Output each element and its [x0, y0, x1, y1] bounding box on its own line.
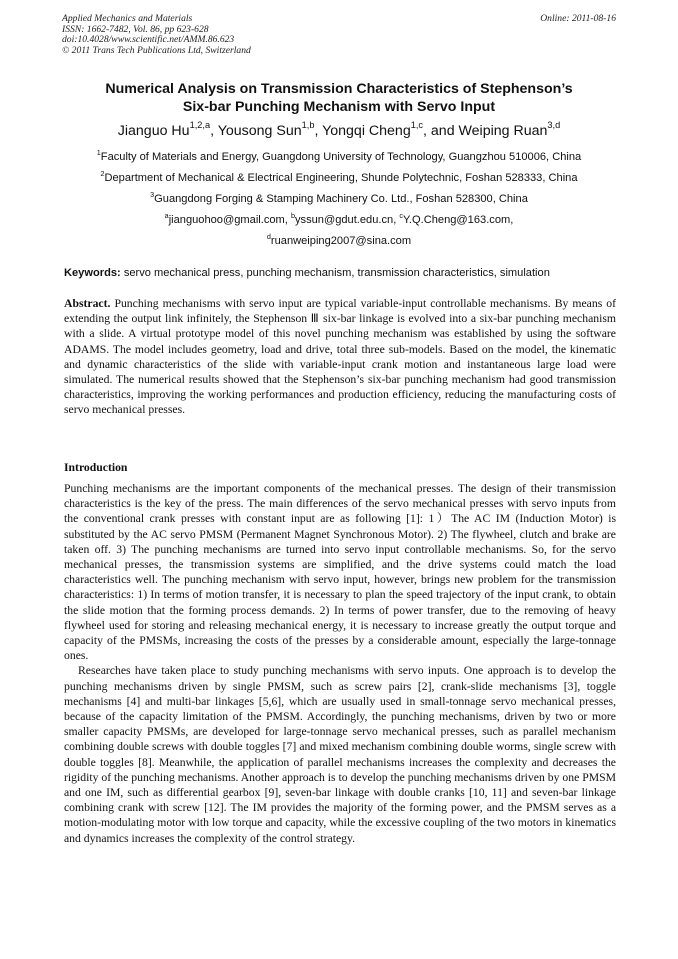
author-name: Yongqi Cheng [322, 123, 411, 139]
email-address[interactable]: ruanweiping2007@sina.com [270, 235, 412, 247]
affiliation-2 [40, 168, 638, 185]
title-line-2: Six-bar Punching Mechanism with Servo Input [182, 99, 496, 115]
introduction-body [64, 481, 616, 846]
email-line-2 [40, 231, 638, 248]
affiliation-sup: 1 [96, 147, 101, 157]
email-sup: b [290, 210, 295, 220]
journal-copyright: © 2011 Trans Tech Publications Ltd, Switzerland [62, 44, 251, 56]
affiliation-text: Faculty of Materials and Energy, Guangdong University of Technology, Guangzhou 510006, China [100, 151, 582, 163]
author-name: Jianguo Hu [117, 123, 190, 139]
email-address[interactable]: Y.Q.Cheng@163.com, [402, 214, 514, 226]
abstract [64, 296, 616, 418]
keywords-label: Keywords: [64, 267, 121, 279]
email-sup: d [266, 231, 271, 241]
keywords [64, 266, 624, 280]
email-line-1 [40, 210, 638, 227]
email-sup: c [399, 210, 403, 220]
affiliation-text: Guangdong Forging & Stamping Machinery Co. Ltd., Foshan 528300, China [154, 193, 528, 205]
journal-name: Applied Mechanics and Materials [62, 13, 193, 24]
keywords-text: servo mechanical press, punching mechanism, transmission characteristics, simulation [123, 267, 550, 279]
author-name: Weiping Ruan [458, 123, 548, 139]
affiliation-sup: 3 [150, 189, 155, 199]
author-list [40, 121, 638, 141]
section-heading-introduction: Introduction [64, 461, 128, 474]
abstract-label: Abstract. [64, 297, 111, 310]
journal-issn: ISSN: 1662-7482, Vol. 86, pp 623-628 [62, 23, 209, 35]
paragraph: Researches have taken place to study punching mechanisms with servo inputs. One approach is to develop the punching mechanisms driven by single PMSM, such as screw pairs [2], crank-slide mechanisms [3], toggle mechanisms [4] and multi-bar linkages [5,6], which are usually used in small-tonnage servo mechanical presses, because of the capacity limitation of the PMSM. Accordingly, the punching mechanisms, driven by two or more smaller capacity PMSMs, are developed for large-tonnage servo mechanical presses, such as parallel mechanism combining double screws with double toggles [7] and mixed mechanism combining double worms, single screw with double toggles [8]. Meanwhile, the application of parallel mechanisms increases the complexity and decreases the rigidity of the punching mechanisms. Another approach is to develop the punching mechanisms driven by one PMSM and one IM, such as differential gearbox [9], seven-bar linkage with double cranks [10, 11] and seven-bar linkage combining crank with screw [12]. The IM provides the majority of the forming power, and the PMSM serves as a motion-modulating motor with low torque and capacity, while the excessive coupling of the two motors in kinematics and dynamics increases the complexity of the control strategy. [64, 664, 616, 845]
email-sup: a [164, 210, 169, 220]
journal-doi[interactable]: doi:10.4028/www.scientific.net/AMM.86.623 [62, 34, 235, 46]
email-address[interactable]: yssun@gdut.edu.cn, [294, 214, 400, 226]
affiliation-3 [40, 189, 638, 206]
author-sup: 1,2,a [189, 120, 211, 131]
author-sup: 1,c [410, 120, 424, 131]
author-separator: , [210, 123, 218, 139]
affiliation-sup: 2 [100, 168, 105, 178]
author-sup: 3,d [547, 120, 561, 131]
email-address[interactable]: jianguohoo@gmail.com, [168, 214, 291, 226]
author-separator: , [314, 123, 323, 139]
affiliation-1 [40, 147, 638, 164]
title-line-1: Numerical Analysis on Transmission Characteristics of Stephenson’s [105, 81, 573, 97]
online-date: Online: 2011-08-16 [540, 13, 616, 24]
affiliation-text: Department of Mechanical & Electrical Engineering, Shunde Polytechnic, Foshan 528333, China [104, 172, 578, 184]
paper-title [40, 80, 638, 116]
author-sup: 1,b [301, 120, 315, 131]
author-name: Yousong Sun [217, 123, 302, 139]
journal-header [62, 14, 616, 56]
paragraph: Punching mechanisms are the important components of the mechanical presses. The design of their transmission characteristics is the key of the press. The main differences of the servo mechanical presses with servo inputs from the conventional crank presses with constant input are as following [1]: 1）The AC IM (Induction Motor) is substituted by the AC servo PMSM (Permanent Magnet Synchronous Motor). 2) The flywheel, clutch and brake are taken off. 3) The punching mechanisms are turned into servo input controllable mechanisms. So, for the servo mechanical presses, the transmission systems are simplified, and the drive systems could match the load characteristics well. The punching mechanism with servo input, however, brings new problem for the transmission characteristics: 1) In terms of motion transfer, it is necessary to plan the speed trajectory of the input crank, to obtain the slide motion that the forming process demands. 2) In terms of power transfer, due to the removing of heavy flywheel used for storing and releasing mechanical energy, it is necessary to increase greatly the output torque and capacity of the PMSMs, increasing the costs of the presses by a considerable amount, especially the large-tonnage ones. [64, 482, 616, 663]
abstract-text: Punching mechanisms with servo input are typical variable-input controllable mechanisms. By means of extending the output link infinitely, the Stephenson Ⅲ six-bar linkage is evolved into a six-bar punching mechanism with a slide. A virtual prototype model of this novel punching mechanism was established by using the software ADAMS. The model includes geometry, load and drive, total three sub-models. Based on the model, the kinematic and dynamic characteristics of the slide with variable-input crank motion and instantaneous large load were simulated. The numerical results showed that the Stephenson’s six-bar punching mechanism had good transmission characteristics, improving the working performances and production efficiency, reducing the manufacturing costs of servo mechanical presses. [64, 297, 617, 417]
author-separator: , and [423, 123, 459, 139]
